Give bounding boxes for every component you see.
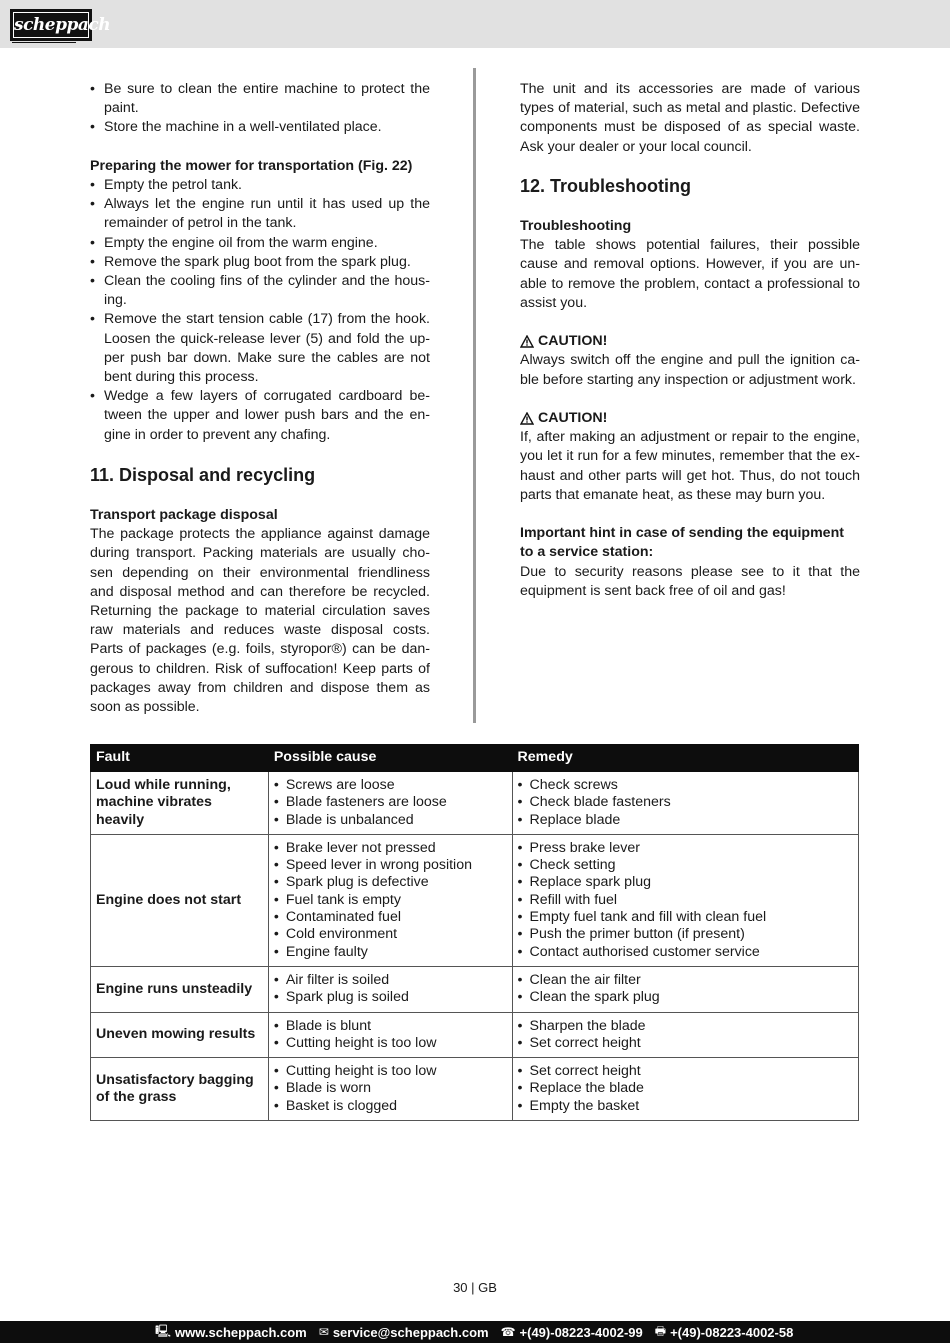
warning-triangle-icon	[520, 335, 534, 348]
troubleshooting-text: The table shows potential failures, their possible cause and removal options. However, if you are unable to remove the problem, contact a professional to assist you.	[520, 237, 860, 311]
cause-cell	[268, 772, 512, 835]
computer-icon: 🖳	[155, 1323, 172, 1338]
footer-email[interactable]	[319, 1325, 489, 1340]
caution-text-label: CAUTION!	[538, 410, 608, 426]
list-item: • Contaminated fuel	[274, 909, 507, 926]
list-item: • Remove the start tension cable (17) from the hook. Loosen the quick-release lever (5) and fold the upper push bar down. Make sure the cables are not bent during this process.	[90, 310, 430, 387]
email-icon: ✉	[318, 1325, 329, 1339]
caution-text-label: CAUTION!	[538, 333, 608, 350]
logo-underline	[12, 42, 76, 43]
list-item: • Clean the spark plug	[518, 989, 853, 1006]
list-item: • Empty fuel tank and fill with clean fuel	[518, 909, 853, 926]
table-row	[91, 966, 859, 1012]
caution-1-text: Always switch off the engine and pull the ignition cable before starting any inspection or adjustment work.	[520, 352, 860, 388]
troubleshooting-table	[90, 744, 859, 1121]
website-link[interactable]: www.scheppach.com	[175, 1324, 307, 1340]
list-item: • Check screws	[518, 777, 853, 794]
list-item: • Set correct height	[518, 1063, 853, 1080]
list-item: • Replace spark plug	[518, 874, 853, 891]
list-item: • Empty the petrol tank.	[90, 176, 430, 195]
remedy-cell	[512, 1012, 858, 1058]
warning-triangle-icon	[520, 412, 534, 425]
list-item: • Blade is worn	[274, 1080, 507, 1097]
list-item: • Air filter is soiled	[274, 972, 507, 989]
left-column	[90, 80, 430, 717]
table-header-row	[91, 745, 859, 772]
caution-2-text: If, after making an adjustment or repair to the engine, you let it run for a few minutes, remember that the exhaust and other parts will get hot. Thus, do not touch parts that emanate heat, as these may burn you.	[520, 429, 860, 503]
email-link[interactable]: service@scheppach.com	[332, 1324, 489, 1340]
list-item: • Cutting height is too low	[274, 1063, 507, 1080]
column-divider	[473, 68, 476, 723]
list-item: • Empty the basket	[518, 1098, 853, 1115]
header-fault: Fault	[91, 745, 269, 772]
hint-text: Due to security reasons please see to it that the equipment is sent back free of oil and gas!	[520, 563, 860, 599]
footer-fax	[655, 1322, 794, 1343]
list-item: • Always let the engine run until it has used up the remainder of petrol in the tank.	[90, 195, 430, 233]
list-item: • Engine faulty	[274, 944, 507, 961]
list-item: • Brake lever not pressed	[274, 840, 507, 857]
list-item: • Blade fasteners are loose	[274, 794, 507, 811]
section-11-title: 11. Disposal and recycling	[90, 464, 316, 485]
storage-bullets	[90, 80, 430, 138]
list-item: • Sharpen the blade	[518, 1018, 853, 1035]
list-item: • Spark plug is defective	[274, 874, 507, 891]
logo-text: scheppach	[13, 12, 89, 38]
fax-number: +(49)-08223-4002-58	[670, 1324, 794, 1340]
list-item: • Cold environment	[274, 926, 507, 943]
list-item: • Blade is blunt	[274, 1018, 507, 1035]
scheppach-logo	[10, 9, 111, 41]
list-item: • Check blade fasteners	[518, 794, 853, 811]
phone-icon: ☎	[500, 1325, 516, 1339]
table-row	[91, 834, 859, 966]
page-number: 30 | GB	[453, 1280, 497, 1295]
list-item: • Check setting	[518, 857, 853, 874]
remedy-cell	[512, 834, 858, 966]
list-item: • Spark plug is soiled	[274, 989, 507, 1006]
package-heading: Transport package disposal	[90, 507, 278, 524]
transport-bullets	[90, 176, 430, 445]
header-possible-cause: Possible cause	[268, 745, 512, 772]
package-text: The package protects the appliance against damage during transport. Packing materials are usually chosen depending on their environmental friendliness and disposal method and can therefore be recycled. Returning the package to material circulation saves raw materials and reduces waste disposal costs. Parts of packages (e.g. foils, styropor®) can be dangerous to children. Risk of suffocation! Keep parts of packages away from children and dispose them as soon as possible.	[90, 526, 430, 716]
fault-cell: Loud while running, machine vibrates heavily	[91, 772, 269, 835]
list-item: • Be sure to clean the entire machine to protect the paint.	[90, 80, 430, 118]
table-row	[91, 1058, 859, 1121]
list-item: • Set correct height	[518, 1035, 853, 1052]
list-item: • Clean the cooling fins of the cylinder and the housing.	[90, 272, 430, 310]
list-item: • Speed lever in wrong position	[274, 857, 507, 874]
header-remedy: Remedy	[512, 745, 858, 772]
transport-heading: Preparing the mower for transportation (Fig. 22)	[90, 157, 413, 174]
list-item: • Wedge a few layers of corrugated cardboard between the upper and lower push bars and the engine in order to prevent any chafing.	[90, 387, 430, 445]
list-item: • Empty the engine oil from the warm engine.	[90, 234, 430, 253]
list-item: • Remove the spark plug boot from the spark plug.	[90, 253, 430, 272]
list-item: • Fuel tank is empty	[274, 892, 507, 909]
list-item: • Refill with fuel	[518, 892, 853, 909]
cause-cell	[268, 834, 512, 966]
hint-heading: Important hint in case of sending the equipment to a service station:	[520, 525, 844, 561]
header-band	[0, 0, 950, 48]
remedy-cell	[512, 772, 858, 835]
list-item: • Replace the blade	[518, 1080, 853, 1097]
troubleshooting-heading: Troubleshooting	[520, 218, 632, 234]
cause-cell	[268, 1012, 512, 1058]
remedy-cell	[512, 966, 858, 1012]
list-item: • Push the primer button (if present)	[518, 926, 853, 943]
right-column	[520, 80, 860, 601]
cause-cell	[268, 966, 512, 1012]
phone-number: +(49)-08223-4002-99	[519, 1324, 643, 1340]
list-item: • Screws are loose	[274, 777, 507, 794]
footer-bar	[0, 1321, 950, 1343]
remedy-cell	[512, 1058, 858, 1121]
list-item: • Cutting height is too low	[274, 1035, 507, 1052]
materials-text: The unit and its accessories are made of various types of material, such as metal and plastic. Defective components must be disposed of as special waste. Ask your dealer or your local council.	[520, 81, 860, 155]
list-item: • Store the machine in a well-ventilated place.	[90, 118, 430, 137]
caution-label-1	[520, 332, 860, 351]
section-12-title: 12. Troubleshooting	[520, 175, 692, 196]
fault-cell: Unsatisfactory bagging of the grass	[91, 1058, 269, 1121]
list-item: • Replace blade	[518, 812, 853, 829]
fault-cell: Uneven mowing results	[91, 1012, 269, 1058]
fault-cell: Engine runs unsteadily	[91, 966, 269, 1012]
fax-icon: 🖶	[654, 1323, 667, 1338]
footer-phone	[501, 1325, 643, 1340]
list-item: • Clean the air filter	[518, 972, 853, 989]
list-item: • Basket is clogged	[274, 1098, 507, 1115]
table-row	[91, 772, 859, 835]
caution-label-2	[520, 409, 860, 428]
table-row	[91, 1012, 859, 1058]
list-item: • Press brake lever	[518, 840, 853, 857]
fault-cell: Engine does not start	[91, 834, 269, 966]
list-item: • Blade is unbalanced	[274, 812, 507, 829]
footer-website[interactable]	[155, 1322, 307, 1343]
cause-cell	[268, 1058, 512, 1121]
list-item: • Contact authorised customer service	[518, 944, 853, 961]
